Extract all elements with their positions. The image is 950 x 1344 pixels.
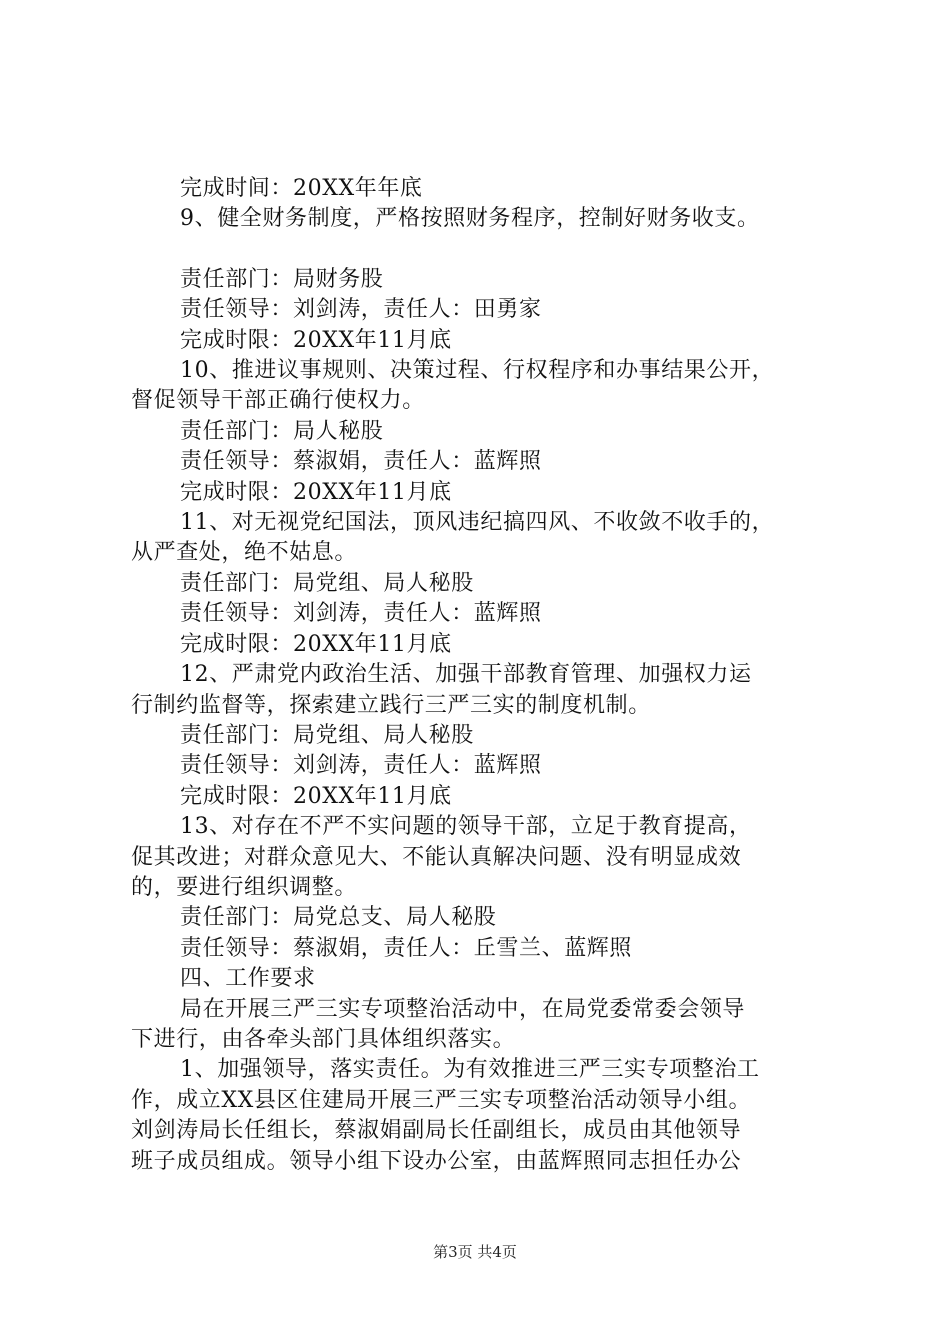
deadline-line: 完成时限：20XX年11月底: [180, 631, 452, 657]
item-11-text-cont: 从严查处，绝不姑息。: [131, 540, 358, 566]
item-11-text: 11、对无视党纪国法，顶风违纪搞四风、不收敛不收手的，: [180, 510, 775, 536]
responsible-department-line: 责任部门：局财务股: [180, 266, 384, 292]
deadline-line: 完成时限：20XX年11月底: [180, 783, 452, 809]
responsible-leader-line: 责任领导：刘剑涛，责任人：蓝辉照: [180, 753, 542, 779]
deadline-line: 完成时限：20XX年11月底: [180, 327, 452, 353]
responsible-leader-line: 责任领导：蔡淑娟，责任人：丘雪兰、蓝辉照: [180, 935, 633, 961]
item-13-text-cont: 促其改进；对群众意见大、不能认真解决问题、没有明显成效: [131, 844, 742, 870]
item-12-text: 12、严肃党内政治生活、加强干部教育管理、加强权力运: [180, 662, 752, 688]
deadline-line: 完成时限：20XX年11月底: [180, 479, 452, 505]
page-number-footer: 第3页 共4页: [433, 1243, 517, 1261]
paragraph-text: 局在开展三严三实专项整治活动中，在局党委常委会领导: [180, 996, 746, 1022]
responsible-department-line: 责任部门：局人秘股: [180, 418, 384, 444]
blank-line: [131, 235, 831, 265]
paragraph-text-cont: 班子成员组成。领导小组下设办公室，由蓝辉照同志担任办公: [131, 1148, 742, 1174]
paragraph-text-cont: 下进行，由各牵头部门具体组织落实。: [131, 1026, 516, 1052]
completion-time-line: 完成时间：20XX年年底: [180, 176, 423, 201]
item-12-text-cont: 行制约监督等，探索建立践行三严三实的制度机制。: [131, 692, 651, 718]
item-13-text: 13、对存在不严不实问题的领导干部，立足于教育提高，: [180, 814, 752, 840]
document-body: [131, 174, 831, 1177]
responsible-leader-line: 责任领导：刘剑涛，责任人：田勇家: [180, 297, 542, 323]
responsible-department-line: 责任部门：局党总支、局人秘股: [180, 905, 497, 931]
item-13-text-cont: 的，要进行组织调整。: [131, 874, 358, 900]
item-9-text: 9、健全财务制度，严格按照财务程序，控制好财务收支。: [180, 206, 760, 232]
paragraph-text-cont: 作，成立XX县区住建局开展三严三实专项整治活动领导小组。: [131, 1087, 752, 1113]
responsible-leader-line: 责任领导：蔡淑娟，责任人：蓝辉照: [180, 449, 542, 475]
paragraph-text: 1、加强领导，落实责任。为有效推进三严三实专项整治工: [180, 1057, 760, 1083]
paragraph-text-cont: 刘剑涛局长任组长，蔡淑娟副局长任副组长，成员由其他领导: [131, 1118, 742, 1144]
item-10-text: 10、推进议事规则、决策过程、行权程序和办事结果公开，: [180, 358, 775, 384]
responsible-department-line: 责任部门：局党组、局人秘股: [180, 722, 474, 748]
responsible-department-line: 责任部门：局党组、局人秘股: [180, 570, 474, 596]
responsible-leader-line: 责任领导：刘剑涛，责任人：蓝辉照: [180, 601, 542, 627]
section-heading: 四、工作要求: [180, 966, 316, 992]
item-10-text-cont: 督促领导干部正确行使权力。: [131, 388, 425, 414]
